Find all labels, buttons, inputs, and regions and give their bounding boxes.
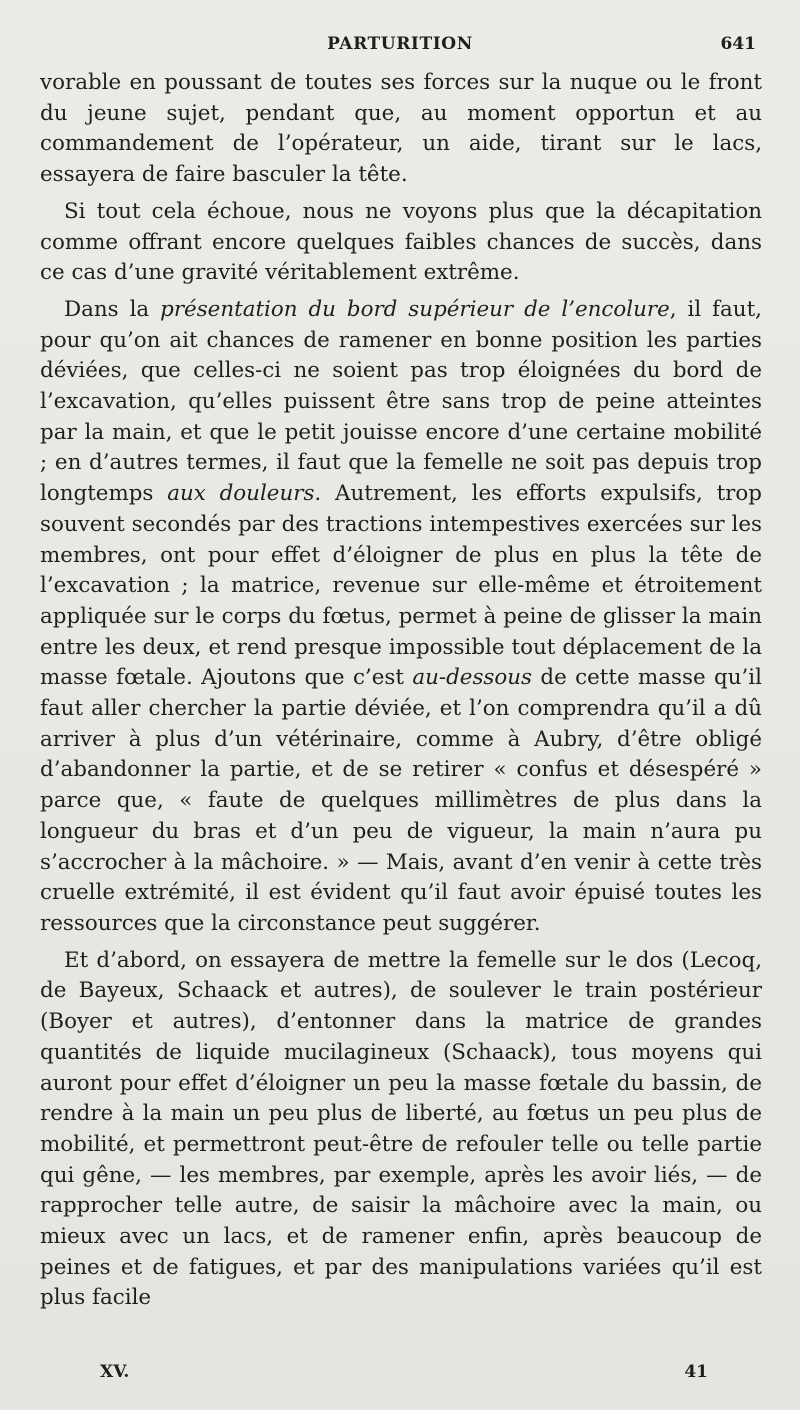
paragraph-4: Et d’abord, on essayera de mettre la femelle sur le dos (Lecoq, de Bayeux, Schaack et autres), de soulever le train postérieur (Boyer et autres), d’entonner dans la matrice de grandes quantités de liquide mucilagineux (Schaack), tous moyens qui auront pour effet d’éloigner un peu la masse fœtale du bassin, de rendre à la main un peu plus de liberté, au fœtus un peu plus de mobilité, et permettront peut-être de refouler telle ou telle partie qui gêne, — les membres, par exemple, après les avoir liés, — de rapprocher telle autre, de saisir la mâchoire avec la main, ou mieux avec un lacs, et de ramener enfin, après beaucoup de peines et de fatigues, et par des manipulations variées qu’il est plus facile — [40, 947, 762, 1311]
paragraph-2: Si tout cela échoue, nous ne voyons plus que la décapitation comme offrant encore quelques faibles chances de succès, dans ce cas d’une gravité véritablement extrême. — [40, 198, 762, 286]
paragraph-1: vorable en poussant de toutes ses forces sur la nuque ou le front du jeune sujet, pendant que, au moment opportun et au commandement de l’opérateur, un aide, tirant sur le lacs, essayera de faire basculer la tête. — [40, 70, 762, 188]
paragraph-3 — [40, 295, 762, 940]
signature-mark: XV. — [100, 1362, 130, 1382]
paragraph-3-text-3: . Autrement, les efforts expulsifs, trop souvent secondés par des tractions intempestives exercées sur les membres, ont pour effet d’éloigner de plus en plus la tête de l’excavation ; la matrice, revenue sur elle-même et étroitement appliquée sur le corps du fœtus, permet à peine de glisser la main entre les deux, et rend presque impossible tout déplacement de la masse fœtale. Ajoutons que c’est — [40, 481, 762, 691]
page-footer — [0, 1360, 800, 1390]
sheet-number: 41 — [684, 1362, 708, 1382]
emphasis-douleurs: aux douleurs — [167, 481, 315, 507]
paragraph-3-text-1: Dans la — [64, 296, 161, 322]
paragraph-3-text-2: , il faut, pour qu’on ait chances de ramener en bonne position les parties déviées, que celles-ci ne soient pas trop éloignées du bord de l’excavation, qu’elles puissent être sans trop de peine atteintes par la main, et que le petit jouisse encore d’une certaine mobilité ; en d’autres termes, il faut que la femelle ne soit pas depuis trop longtemps — [40, 296, 762, 507]
emphasis-au-dessous: au-dessous — [412, 665, 533, 691]
page-header — [0, 30, 800, 64]
emphasis-presentation: présentation du bord supérieur de l’encolure — [160, 296, 670, 322]
body-text — [40, 68, 762, 1314]
page-number: 641 — [720, 34, 756, 54]
running-title: PARTURITION — [327, 34, 473, 54]
paragraph-3-text-4: de cette masse qu’il faut aller chercher la partie déviée, et l’on comprendra qu’il a dû arriver à plus d’un vétérinaire, comme à Aubry, d’être obligé d’abandonner la partie, et de se retirer « confus et désespéré » parce que, « faute de quelques millimètres de plus dans la longueur du bras et d’un peu de vigueur, la main n’aura pu s’accrocher à la mâchoire. » — Mais, avant d’en venir à cette très cruelle extrémité, il est évident qu’il faut avoir épuisé toutes les ressources que la circonstance peut suggérer. — [40, 665, 762, 936]
